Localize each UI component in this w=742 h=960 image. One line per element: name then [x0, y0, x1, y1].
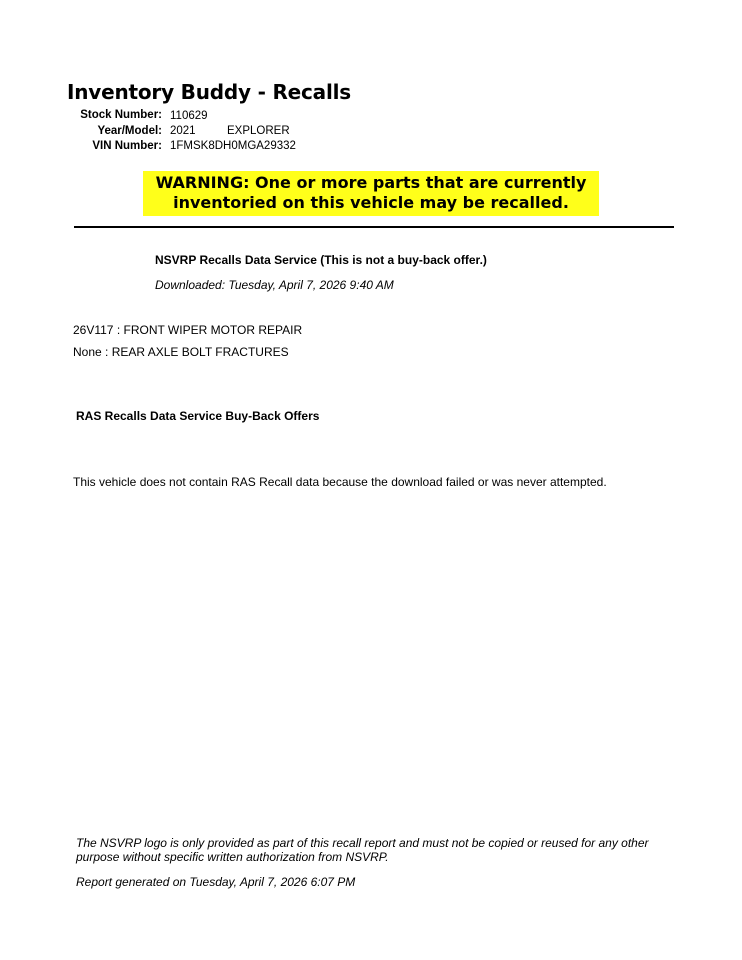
stock-number-label: Stock Number:: [80, 109, 162, 121]
nsvrp-section-heading: NSVRP Recalls Data Service (This is not a buy-back offer.): [155, 253, 487, 267]
vin-number-label: VIN Number:: [92, 140, 162, 152]
recall-item: 26V117 : FRONT WIPER MOTOR REPAIR: [73, 323, 303, 337]
ras-status-note: This vehicle does not contain RAS Recall data because the download failed or was never attempted.: [73, 475, 607, 489]
report-generated-timestamp: Report generated on Tuesday, April 7, 2026 6:07 PM: [76, 875, 356, 889]
warning-line-2: inventoried on this vehicle may be recalled.: [173, 193, 569, 212]
year-value: 2021: [170, 125, 196, 137]
warning-banner: [143, 171, 599, 216]
stock-number-value: 110629: [170, 110, 208, 122]
page-title: Inventory Buddy - Recalls: [67, 80, 351, 104]
downloaded-timestamp: Downloaded: Tuesday, April 7, 2026 9:40 AM: [155, 278, 394, 292]
model-value: EXPLORER: [227, 125, 290, 137]
nsvrp-logo-disclaimer: The NSVRP logo is only provided as part of this recall report and must not be copied or reused for any other purpose without specific written authorization from NSVRP.: [76, 836, 649, 864]
ras-section-heading: RAS Recalls Data Service Buy-Back Offers: [76, 409, 320, 423]
year-model-label: Year/Model:: [97, 125, 162, 137]
section-divider: [74, 226, 674, 228]
recall-item: None : REAR AXLE BOLT FRACTURES: [73, 345, 289, 359]
warning-line-1: WARNING: One or more parts that are currently: [155, 173, 587, 192]
vin-number-value: 1FMSK8DH0MGA29332: [170, 140, 296, 152]
